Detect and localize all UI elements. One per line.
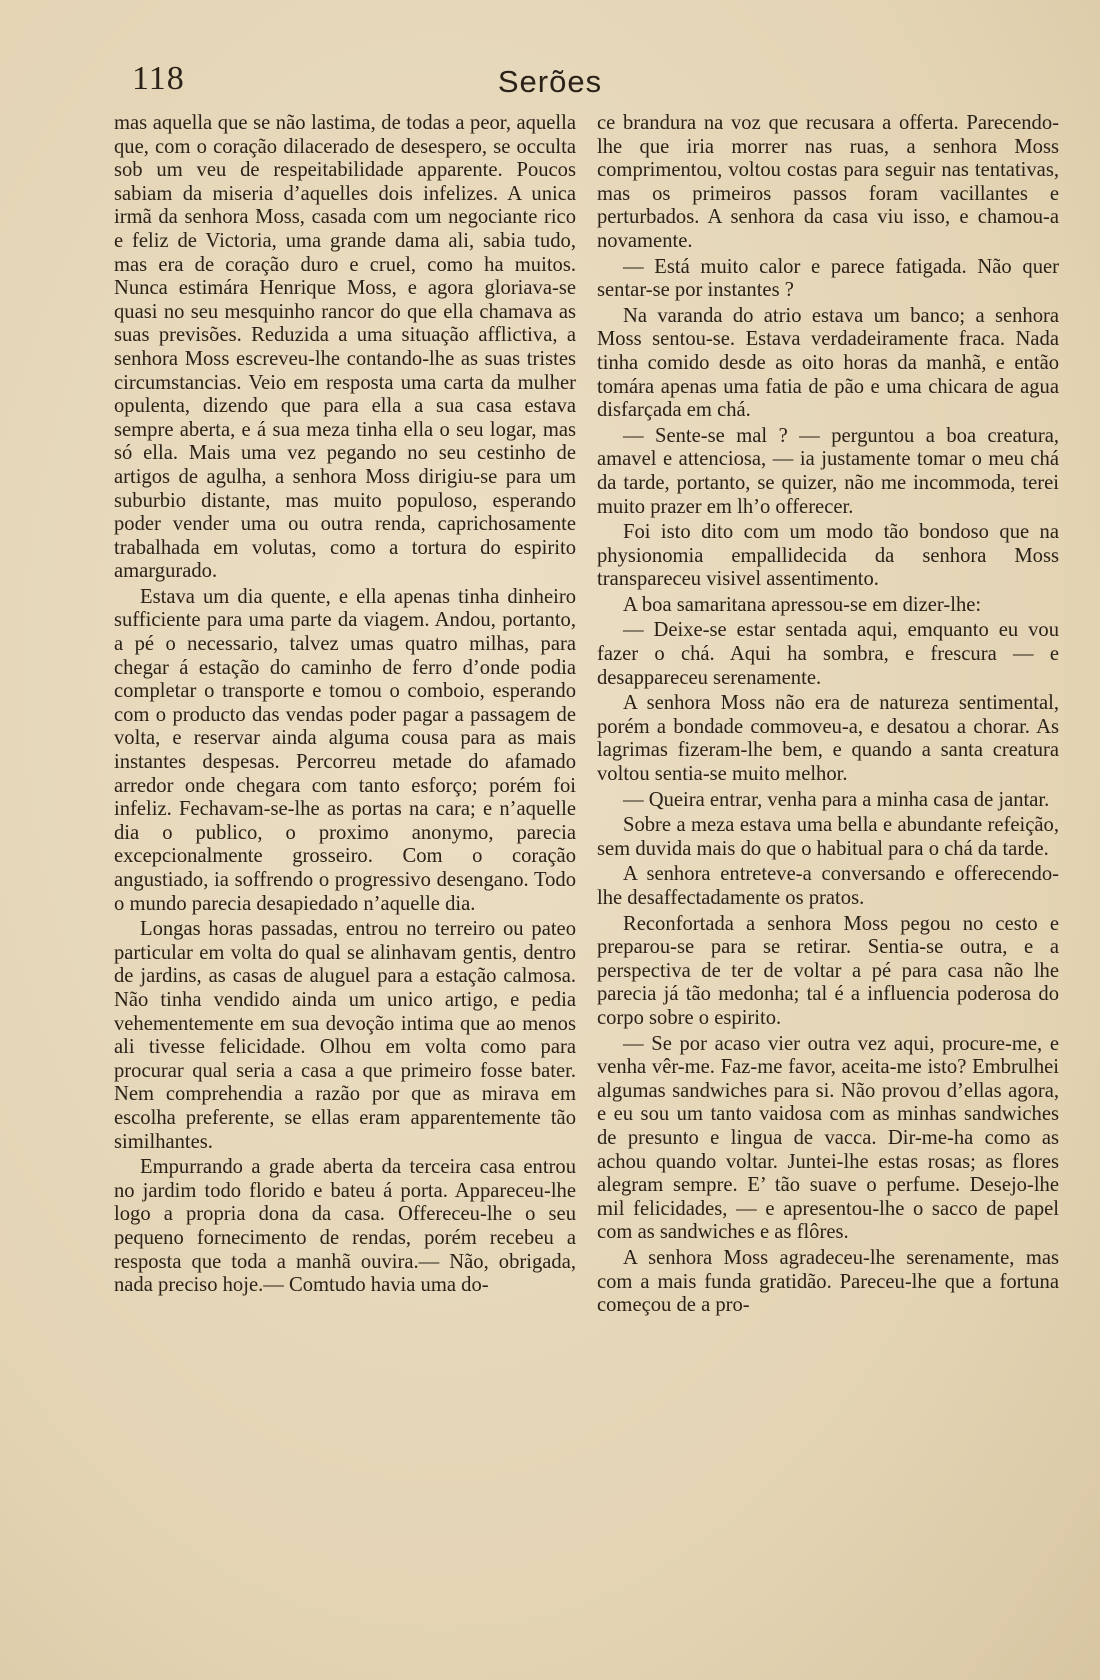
page-number: 118 — [132, 60, 185, 97]
paragraph: — Se por acaso vier outra vez aqui, procure-me, e venha vêr-me. Faz-me favor, aceita-me isto? Embrulhei algumas sandwiches para si. Não provou d’ellas agora, e eu sou um tanto vaidosa com as minhas sandwiches de presunto e lingua de vacca. Dir-me-ha como as achou quando voltar. Juntei-lhe estas rosas; as flores alegram sempre. E’ tão suave o perfume. Desejo-lhe mil felicidades, — e apresentou-lhe o sacco de papel com as sandwiches e as flôres. — [597, 1032, 1059, 1244]
paragraph: Longas horas passadas, entrou no terreiro ou pateo particular em volta do qual se alinhavam gentis, dentro de jardins, as casas de aluguel para a estação calmosa. Não tinha vendido ainda um unico artigo, e pedia vehementemente em sua devoção intima que ao menos ali tivesse felicidade. Olhou em volta como para procurar qual seria a casa a que primeiro fosse bater. Nem comprehendia a razão por que as mirava em escolha preferente, se ellas eram apparentemente tão similhantes. — [114, 918, 576, 1153]
paragraph: Sobre a meza estava uma bella e abundante refeição, sem duvida mais do que o habitual para o chá da tarde. — [597, 814, 1059, 860]
paragraph: A senhora Moss não era de natureza sentimental, porém a bondade commoveu-a, e desatou a chorar. As lagrimas fizeram-lhe bem, e quando a santa creatura voltou sentia-se muito melhor. — [597, 692, 1059, 786]
left-column — [114, 112, 576, 1657]
paragraph: A boa samaritana apressou-se em dizer-lhe: — [623, 593, 982, 616]
paragraph: — Está muito calor e parece fatigada. Não quer sentar-se por instantes ? — [597, 255, 1059, 302]
paragraph: Estava um dia quente, e ella apenas tinha dinheiro sufficiente para uma parte da viagem. Andou, portanto, a pé o necessario, talvez umas quatro milhas, para chegar á estação do caminho de ferro d’onde podia completar o transporte e tomou o comboio, esperando com o producto das vendas poder pagar a passagem de volta, e reservar ainda alguma cousa para as mais instantes despesas. Percorreu metade do afamado arredor onde chegara com tanto esforço; porém foi infeliz. Fechavam-se-lhe as portas na cara; e n’aquelle dia o publico, o proximo anonymo, parecia excepcionalmente grosseiro. Com o coração angustiado, ia soffrendo o progressivo desengano. Todo o mundo parecia desapiedado n’aquelle dia. — [114, 585, 576, 915]
right-column — [597, 112, 1059, 1657]
paragraph: Empurrando a grade aberta da terceira casa entrou no jardim todo florido e bateu á porta. Appareceu-lhe logo a propria dona da casa. Offereceu-lhe o seu pequeno fornecimento de rendas, porém recebeu a resposta que toda a manhã ouvira.— Não, obrigada, nada preciso hoje.— Comtudo havia uma do- — [114, 1156, 576, 1297]
paragraph: ce brandura na voz que recusara a offerta. Parecendo-lhe que iria morrer nas ruas, a senhora Moss comprimentou, voltou costas para seguir nas tentativas, mas os primeiros passos foram vacillantes e perturbados. A senhora da casa viu isso, e chamou-a novamente. — [597, 112, 1059, 252]
text-columns — [114, 112, 1059, 1657]
paragraph: Foi isto dito com um modo tão bondoso que na physionomia empallidecida da senhora Moss transpareceu visivel assentimento. — [597, 521, 1059, 591]
paragraph: Reconfortada a senhora Moss pegou no cesto e preparou-se para se retirar. Sentia-se outra, e a perspectiva de ter de voltar a pé para casa não lhe parecia já tão medonha; tal é a influencia poderosa do corpo sobre o espirito. — [597, 912, 1059, 1029]
paragraph: A senhora entreteve-a conversando e offerecendo-lhe desaffectadamente os pratos. — [597, 863, 1059, 909]
paragraph: — Sente-se mal ? — perguntou a boa creatura, amavel e attenciosa, — ia justamente tomar o meu chá da tarde, portanto, se quizer, não me incommoda, terei muito prazer em lh’o offerecer. — [597, 424, 1059, 518]
paragraph: — Deixe-se estar sentada aqui, emquanto eu vou fazer o chá. Aqui ha sombra, e frescura — e desappareceu serenamente. — [597, 619, 1059, 689]
paragraph: A senhora Moss agradeceu-lhe serenamente, mas com a mais funda gratidão. Pareceu-lhe que a fortuna começou de a pro- — [597, 1246, 1059, 1317]
paragraph: mas aquella que se não lastima, de todas a peor, aquella que, com o coração dilacerado de desespero, se occulta sob um veu de respeitabilidade apparente. Poucos sabiam da miseria d’aquelles dois infelizes. A unica irmã da senhora Moss, casada com um negociante rico e feliz de Victoria, uma grande dama ali, sabia tudo, mas era de coração duro e cruel, como ha muitos. Nunca estimára Henrique Moss, e agora gloriava-se quasi no seu mesquinho rancor do que ella chamava as suas previsões. Reduzida a uma situação afflictiva, a senhora Moss escreveu-lhe contando-lhe as suas tristes circumstancias. Veio em resposta uma carta da mulher opulenta, dizendo que para ella a sua casa estava sempre aberta, e á sua meza tinha ella o seu logar, mas só ella. Mais uma vez pegando no seu cestinho de artigos de agulha, a senhora Moss dirigiu-se para um suburbio distante, mas muito populoso, esperando poder vender uma ou outra renda, caprichosamente trabalhada em volutas, como a tortura do espirito amargurado. — [114, 112, 576, 583]
paragraph: — Queira entrar, venha para a minha casa de jantar. — [623, 788, 1050, 811]
running-head-title: Serões — [497, 64, 603, 99]
paragraph: Na varanda do atrio estava um banco; a senhora Moss sentou-se. Estava verdadeiramente fraca. Nada tinha comido desde as oito horas da manhã, e então tomára apenas uma fatia de pão e uma chicara de agua disfarçada em chá. — [597, 304, 1059, 422]
